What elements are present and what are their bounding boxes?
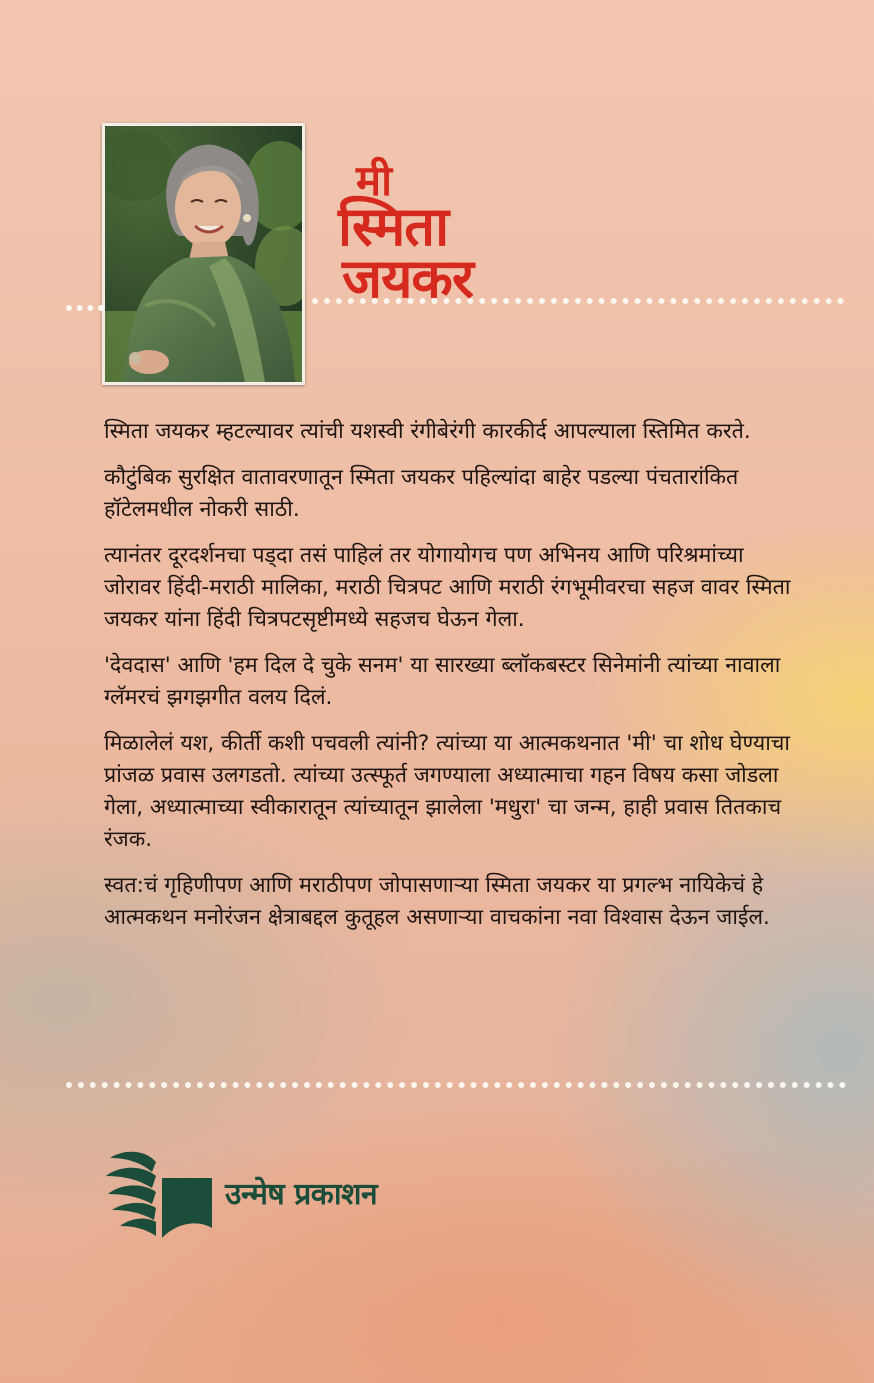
publisher-name: उन्मेष प्रकाशन bbox=[225, 1177, 378, 1212]
back-cover-blurb bbox=[104, 416, 804, 948]
book-title bbox=[338, 156, 473, 310]
author-portrait-image bbox=[105, 126, 302, 382]
blurb-paragraph: स्मिता जयकर म्हटल्यावर त्यांची यशस्वी रंगीबेरंगी कारकीर्द आपल्याला स्तिमित करते. bbox=[104, 419, 751, 444]
book-title-line-2: स्मिता bbox=[338, 195, 449, 258]
author-photo bbox=[102, 123, 305, 385]
blurb-paragraph: 'देवदास' आणि 'हम दिल दे चुके सनम' या सारख्या ब्लॉकबस्टर सिनेमांनी त्यांच्या नावाला ग्लॅमरचं झगझगीत वलय दिलं. bbox=[104, 653, 781, 710]
open-book-hands-icon bbox=[104, 1148, 214, 1246]
blurb-paragraph: स्वत:चं गृहिणीपण आणि मराठीपण जोपासणाऱ्या स्मिता जयकर या प्रगल्भ नायिकेचं हे आत्मकथन मनोरंजन क्षेत्राबद्दल कुतूहल असणाऱ्या वाचकांना नवा विश्वास देऊन जाईल. bbox=[104, 873, 770, 930]
book-title-line-3: जयकर bbox=[342, 247, 473, 310]
book-title-line-1: मी bbox=[356, 156, 391, 205]
dotted-divider-bottom bbox=[66, 1082, 846, 1088]
blurb-paragraph: त्यानंतर दूरदर्शनचा पड्दा तसं पाहिलं तर योगायोगच पण अभिनय आणि परिश्रमांच्या जोरावर हिंदी-मराठी मालिका, मराठी चित्रपट आणि मराठी रंगभूमीवरचा सहज वावर स्मिता जयकर यांना हिंदी चित्रपटसृष्टीमध्ये सहजच घेऊन गेला. bbox=[104, 543, 791, 632]
blurb-paragraph: मिळालेलं यश, कीर्ती कशी पचवली त्यांनी? त्यांच्या या आत्मकथनात 'मी' चा शोध घेण्याचा प्रांजळ प्रवास उलगडतो. त्यांच्या उत्स्फूर्त जगण्याला अध्यात्माचा गहन विषय कसा जोडला गेला, अध्यात्माच्या स्वीकारातून त्यांच्यातून झालेला 'मधुरा' चा जन्म, हाही प्रवास तितकाच रंजक. bbox=[104, 731, 790, 852]
blurb-paragraph: कौटुंबिक सुरक्षित वातावरणातून स्मिता जयकर पहिल्यांदा बाहेर पडल्या पंचतारांकित हॉटेलमधील नोकरी साठी. bbox=[104, 465, 739, 522]
dotted-divider-top-left bbox=[66, 305, 104, 311]
dotted-divider-top-right bbox=[312, 298, 844, 304]
